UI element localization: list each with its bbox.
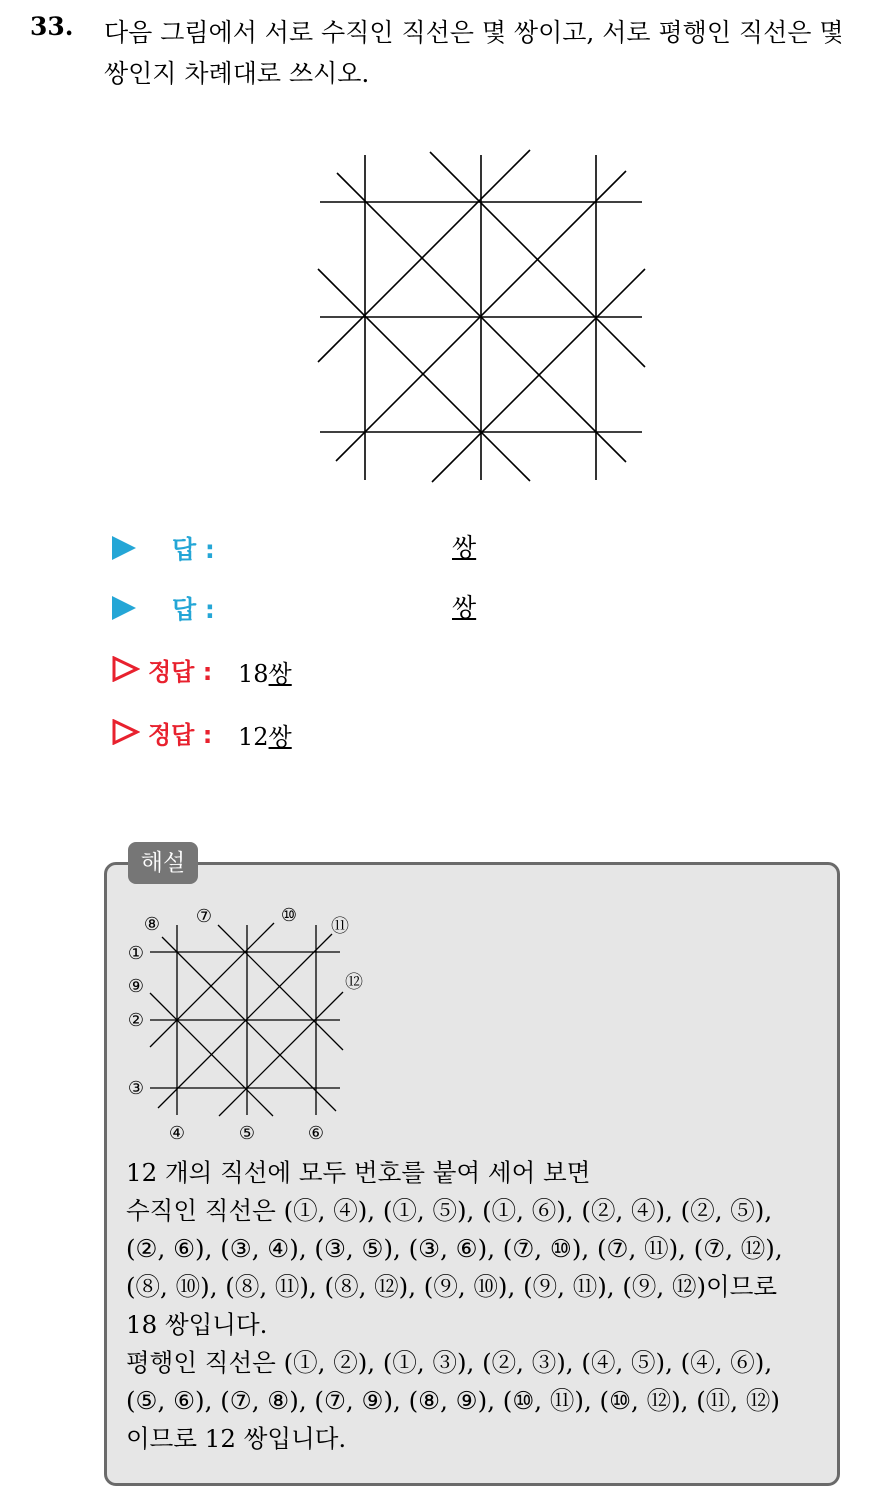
explanation-diagonal-line [158,934,332,1108]
explanation-tag: 해설 [128,842,198,884]
figure-label-3: ③ [127,1078,145,1099]
question-text-line-2: 쌍인지 차례대로 쓰시오. [104,59,370,88]
explanation-line: 평행인 직선은 (①, ②), (①, ③), (②, ③), (④, ⑤), (④, ⑥), [126,1348,773,1377]
figure-label-9: ⑨ [127,976,145,997]
explanation-line: (⑧, ⑩), (⑧, ⑪), (⑧, ⑫), (⑨, ⑩), (⑨, ⑪), (⑨, ⑫)이므로 [126,1272,778,1301]
figure-label-6: ⑥ [307,1123,325,1144]
correct-unit: 쌍 [268,660,292,688]
answer-unit: 쌍 [452,533,477,562]
explanation-line: 수직인 직선은 (①, ④), (①, ⑤), (①, ⑥), (②, ④), (②, ⑤), [126,1196,773,1225]
correct-number: 18 [238,660,269,688]
explanation-diagonal-line [218,925,343,1050]
correct-unit: 쌍 [268,723,292,751]
correct-number: 12 [238,723,269,751]
correct-label: 정답 : [148,721,213,749]
figure-label-12: ⑫ [345,972,363,993]
figure-label-7: ⑦ [195,906,213,927]
correct-label: 정답 : [148,658,213,686]
explanation-line: (⑤, ⑥), (⑦, ⑧), (⑦, ⑨), (⑧, ⑨), (⑩, ⑪), (⑩, ⑫), (⑪, ⑫) [126,1386,780,1415]
figure-label-2: ② [127,1010,145,1031]
explanation-text [126,1154,836,1458]
explanation-line: 18 쌍입니다. [126,1310,268,1339]
answer-unit: 쌍 [452,593,477,622]
figure-label-1: ① [127,943,145,964]
explanation-line: (②, ⑥), (③, ④), (③, ⑤), (③, ⑥), (⑦, ⑩), (⑦, ⑪), (⑦, ⑫), [126,1234,783,1263]
explanation-line: 12 개의 직선에 모두 번호를 붙여 세어 보면 [126,1158,591,1187]
question-text-line-1: 다음 그림에서 서로 수직인 직선은 몇 쌍이고, 서로 평행인 직선은 몇 [104,18,844,47]
explanation-line: 이므로 12 쌍입니다. [126,1424,347,1453]
figure-label-5: ⑤ [238,1123,256,1144]
figure-label-4: ④ [168,1123,186,1144]
question-number: 33. [30,12,74,41]
answer-label: 답 : [172,535,215,564]
explanation-diagonal-line [219,992,343,1116]
explanation-diagonal-line [150,923,274,1047]
answer-label: 답 : [172,595,215,624]
figure-label-10: ⑩ [280,905,298,926]
figure-label-8: ⑧ [143,914,161,935]
figure-label-11: ⑪ [331,916,349,937]
explanation-diagonal-line [162,937,336,1111]
